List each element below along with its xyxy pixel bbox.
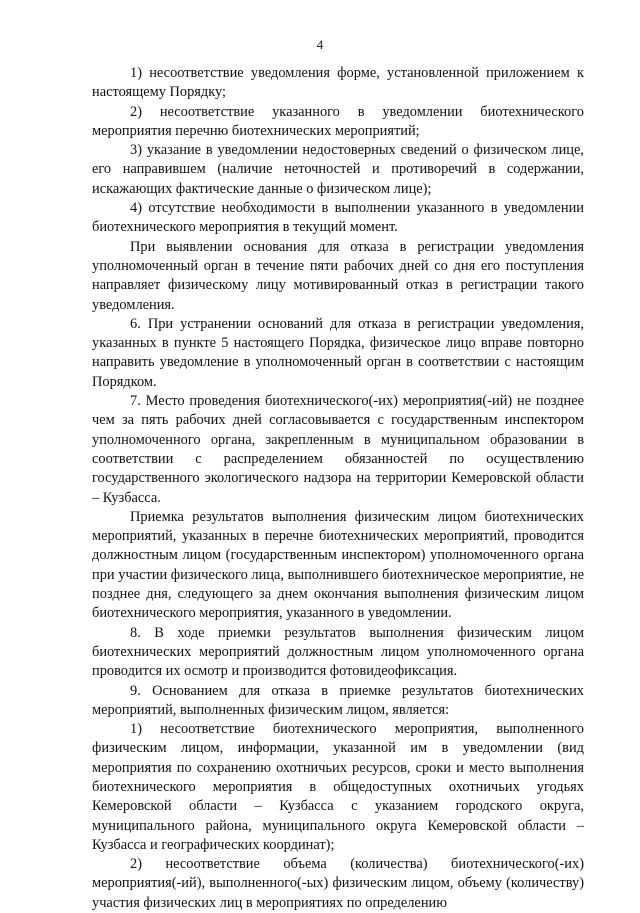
body-text <box>92 64 584 913</box>
paragraph-section-9-item-1: 1) несоответствие биотехнического мероприятия, выполненного физическим лицом, информации, указанной им в уведомлении (вид мероприятия по сохранению охотничьих ресурсов, сроки и место выполнения биотехнического мероприятия в общедоступных охотничьих угодьях Кемеровской области – Кузбасса с указанием городского округа, муниципального района, муниципального округа Кемеровской области – Кузбасса и географических координат); <box>92 721 584 853</box>
paragraph-item-2: 2) несоответствие указанного в уведомлении биотехнического мероприятия перечню биотехнических мероприятий; <box>92 103 584 139</box>
paragraph-acceptance: Приемка результатов выполнения физическим лицом биотехнических мероприятий, указанных в перечне биотехнических мероприятий, проводится должностным лицом (государственным инспектором) уполномоченного органа при участии физического лица, выполнившего биотехническое мероприятие, не позднее дня, следующего за днем окончания выполнения физическим лицом биотехнического мероприятия, указанного в уведомлении. <box>92 508 584 622</box>
paragraph-section-8: 8. В ходе приемки результатов выполнения физическим лицом биотехнических мероприятий должностным лицом уполномоченного органа проводится их осмотр и производится фотовидеофиксация. <box>92 624 584 680</box>
paragraph-section-7: 7. Место проведения биотехнического(-их) мероприятия(-ий) не позднее чем за пять рабочих дней согласовывается с государственным инспектором уполномоченного органа, закрепленным в муниципальном образовании в соответствии с распределением обязанностей по осуществлению государственного экологического надзора на территории Кемеровской области – Кузбасса. <box>92 393 584 506</box>
paragraph-section-9-item-2: 2) несоответствие объема (количества) биотехнического(-их) мероприятия(-ий), выполненного(-ых) физическим лицом, объему (количеству) участия физических лиц в мероприятиях по определению <box>92 856 584 911</box>
paragraph-section-9: 9. Основанием для отказа в приемке результатов биотехнических мероприятий, выполненных физическим лицом, является: <box>92 682 584 718</box>
paragraph-refusal-notice: При выявлении основания для отказа в регистрации уведомления уполномоченный орган в течение пяти рабочих дней со дня его поступления направляет физическому лицу мотивированный отказ в регистрации такого уведомления. <box>92 238 584 313</box>
paragraph-item-1: 1) несоответствие уведомления форме, установленной приложением к настоящему Порядку; <box>92 65 584 101</box>
page-number: 4 <box>316 37 324 52</box>
paragraph-item-3: 3) указание в уведомлении недостоверных сведений о физическом лице, его направившем (наличие неточностей и противоречий в содержании, искажающих фактические данные о физическом лице); <box>92 142 584 197</box>
paragraph-item-4: 4) отсутствие необходимости в выполнении указанного в уведомлении биотехнического мероприятия в текущий момент. <box>92 200 584 236</box>
paragraph-section-6: 6. При устранении оснований для отказа в регистрации уведомления, указанных в пункте 5 настоящего Порядка, физическое лицо вправе повторно направить уведомление в уполномоченный орган в соответствии с настоящим Порядком. <box>92 315 584 390</box>
